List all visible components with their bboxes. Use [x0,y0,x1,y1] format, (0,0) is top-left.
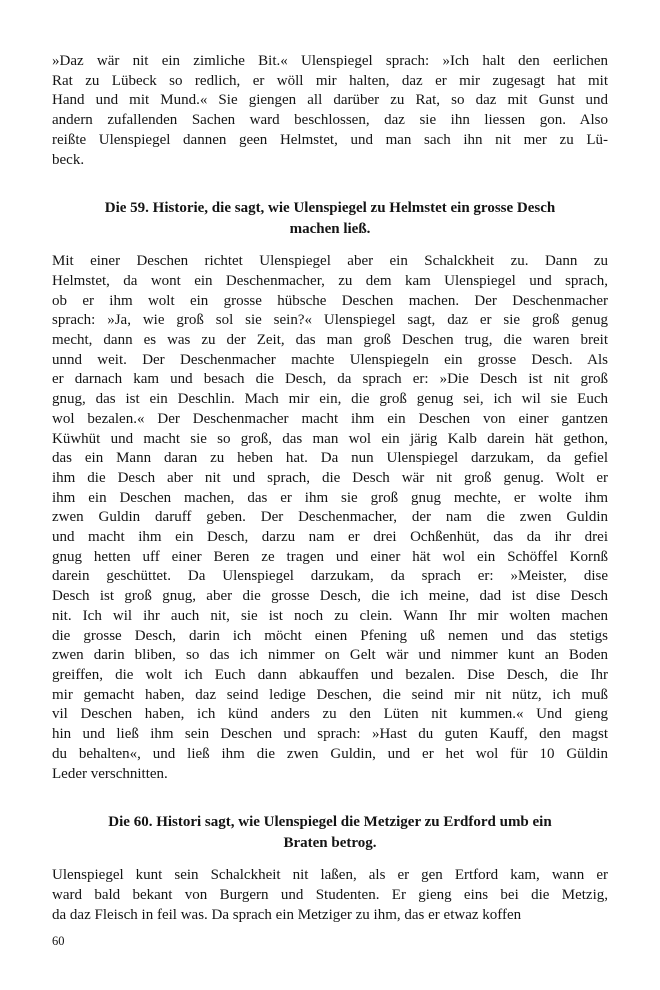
text-line: greiffen, die wolt ich Euch dann abkauffen und bezalen. Dise Desch, die Ihr [52,666,608,683]
text-line: Mit einer Deschen richtet Ulenspiegel aber ein Schalckheit zu. Dann zu [52,253,608,270]
text-line: Die 60. Histori sagt, wie Ulenspiegel die Metziger zu Erdford umb ein [108,814,552,831]
text-line: ihm ein Deschen machen, das er ihm sie groß gnug mechte, er wolte ihm [52,489,608,506]
text-line: da daz Fleisch in feil was. Da sprach ein Metziger zu ihm, das er etwaz koffen [52,906,522,923]
text-line: mir gemacht haben, daz seind ledige Deschen, die seind mir nit nütz, ich muß [52,686,608,703]
text-line: vil Deschen haben, ich künd anders zu den Lüten nit kummen.« Und gieng [52,706,608,723]
text-line: Ulenspiegel kunt sein Schalckheit nit laßen, als er gen Ertford kam, wann er [52,867,608,884]
text-line: ob er ihm wolt ein grosse hübsche Deschen machen. Der Deschenmacher [52,292,608,309]
paragraph [52,252,608,784]
text-line: gnug, das ist ein Deschlin. Mach mir ein, die groß genug sei, ich wil sie Euch [52,391,608,408]
text-line: »Daz wär nit ein zimliche Bit.« Ulenspiegel sprach: »Ich halt den eerlichen [52,53,608,69]
text-line: ihm die Desch aber nit und sprach, die Desch wär nit groß genug. Wolt er [52,469,608,486]
text-line: reißte Ulenspiegel dannen geen Helmstet, und man sach ihn nit mer zu Lü- [52,131,608,148]
text-line: darein geschüttet. Da Ulenspiegel darzukam, da sprach er: »Meister, dise [52,568,608,585]
text-line: du behalten«, und ließ ihm die zwen Guldin, und er het wol für 10 Güldin [52,745,608,762]
chapter-heading [52,812,608,854]
text-line: gnug hetten uff einer Beren ze tragen und einer hät wol ein Schöffel Kornß [52,548,608,565]
text-line: zwen Guldin daruff geben. Der Deschenmacher, der nam die zwen Guldin [52,509,608,526]
text-line: Die 59. Historie, die sagt, wie Ulenspiegel zu Helmstet ein grosse Desch [104,200,556,217]
text-line: mecht, dann es was zu der Zeit, das man groß Deschen trug, die waren breit [52,332,608,349]
paragraph [52,866,608,925]
text-line: wol bezalen.« Der Deschenmacher macht ihm ein Deschen von einer gantzen [52,410,608,427]
text-line: er darnach kam und besach die Desch, da sprach er: »Die Desch ist nit groß [52,371,608,388]
text-line: hin und ließ ihm sein Deschen und sprach: »Hast du guten Kauff, den magst [52,726,608,743]
text-line: Leder verschnitten. [52,765,168,782]
text-line: Helmstet, da wont ein Deschenmacher, zu dem kam Ulenspiegel und sprach, [52,272,608,289]
paragraph [52,52,608,170]
page-number: 60 [52,934,65,949]
text-line: sprach: »Ja, wie groß sol sie sein?« Ulenspiegel sagt, daz er sie groß genug [52,312,608,329]
text-column [52,52,608,925]
text-line: und macht ihm ein Desch, darzu nam er drei Ochßenhüt, das da ihr drei [52,529,608,546]
text-line: beck. [52,151,85,168]
text-line: machen ließ. [289,221,371,238]
text-line: Rat zu Lübeck so redlich, er wöll mir halten, daz er mir zugesagt hat mit [52,72,608,89]
text-line: das ein Mann daran zu heben hat. Da nun Ulenspiegel darzukam, da gefiel [52,450,608,467]
text-line: Küwhüt und macht sie so groß, das man wol ein järig Kalb darein hät gethon, [52,430,608,447]
text-line: Desch ist groß gnug, aber die grosse Desch, die ich meine, dad ist dise Desch [52,588,608,605]
text-line: Braten betrog. [283,835,377,852]
text-line: die grosse Desch, darin ich möcht einen Pfening uß nemen und das stetigs [52,627,608,644]
text-line: Hand und mit Mund.« Sie giengen all darüber zu Rat, so daz mit Gunst und [52,92,608,109]
chapter-heading [52,198,608,240]
text-line: ward bald bekant von Burgern und Studenten. Er gieng eins bei die Metzig, [52,886,608,903]
text-line: nit. Ich wil ihr auch nit, sie ist noch zu clein. Wann Ihr mir wolten machen [52,607,608,624]
text-line: unnd weit. Der Deschenmacher machte Ulenspiegeln ein grosse Desch. Als [52,351,608,368]
text-line: zwen darin bliben, so das ich nimmer on Gelt wär und nimmer kunt an Boden [52,647,608,664]
text-line: andern zufallenden Sachen ward beschlossen, daz sie ihn liessen gon. Also [52,112,608,129]
